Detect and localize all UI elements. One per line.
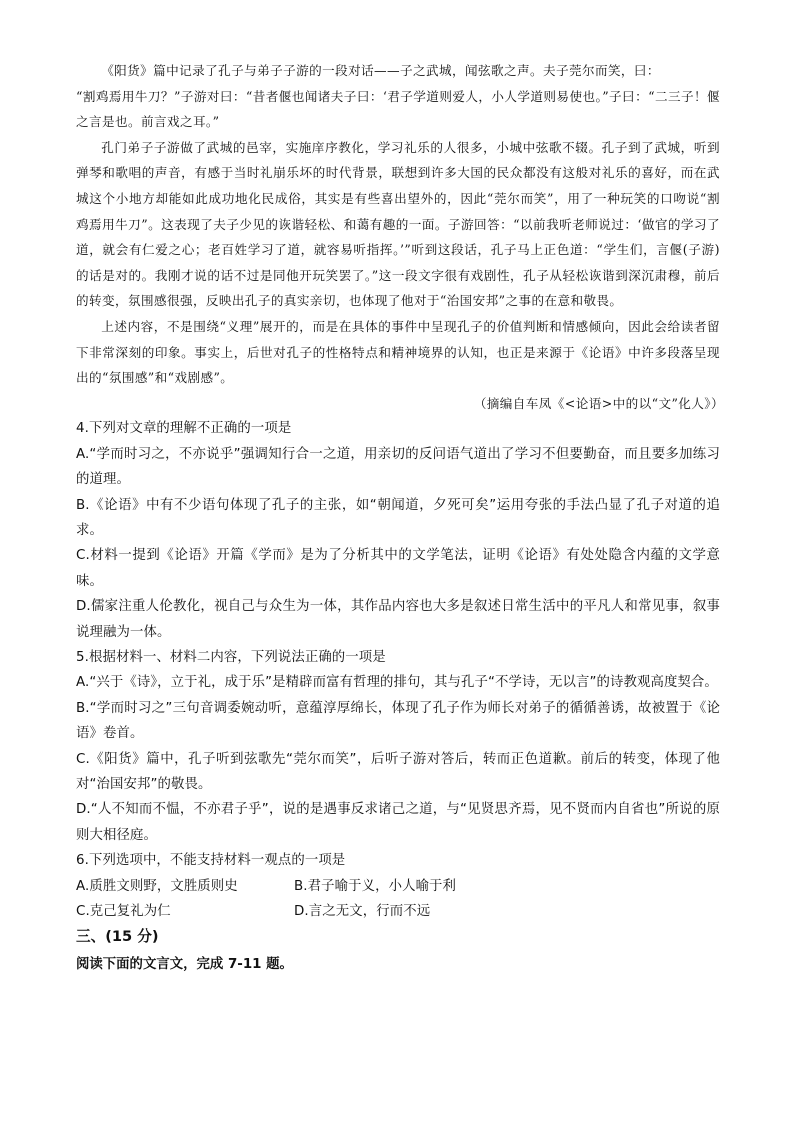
option-b: B.《论语》中有不少语句体现了孔子的主张，如“朝闻道，夕死可矣”运用夸张的手法凸显了孔子对道的追求。 [76,497,720,538]
option-c: C.克己复礼为仁 [76,904,171,920]
option-b: B.君子喻于义，小人喻于利 [294,878,457,894]
option-a: A.“兴于《诗》，立于礼，成于乐”是精辟而富有哲理的排句，其与孔子“不学诗，无以言”的诗教观高度契合。 [76,675,718,691]
option-d: D.“人不知而不愠，不亦君子乎”，说的是遇事反求诸己之道，与“见贤思齐焉，见不贤而内自省也”所说的原则大相径庭。 [76,802,720,843]
passage-paragraph-1-continued: “割鸡焉用牛刀？”子游对曰：“昔者偃也闻诸夫子曰：‘君子学道则爱人，小人学道则易使也。”子曰：“二三子！偃之言是也。前言戏之耳。” [76,88,720,130]
option-b: B.“学而时习之”三句音调委婉动听，意蕴淳厚绵长，体现了孔子作为师长对弟子的循循善诱，故被置于《论语》卷首。 [76,700,720,742]
option-c: C.材料一提到《论语》开篇《学而》是为了分析其中的文学笔法，证明《论语》有处处隐含内蕴的文学意味。 [76,548,720,589]
passage-source: （摘编自车凤《<论语>中的以“文”化人》） [473,395,724,411]
option-d: D.儒家注重人伦教化，视自己与众生为一体，其作品内容也大多是叙述日常生活中的平凡人和常见事，叙事说理融为一体。 [76,599,720,640]
question-list [76,416,720,924]
question-6 [76,848,720,924]
option-row [76,899,720,924]
passage-paragraph-3: 上述内容，不是围绕“义理”展开的，而是在具体的事件中呈现孔子的价值判断和情感倾向，因此会给读者留下非常深刻的印象。事实上，后世对孔子的性格特点和精神境界的认知，也正是来源于《论语》中许多段落呈现出的“氛围感”和“戏剧感”。 [76,318,720,386]
option-a: A.“学而时习之，不亦说乎”强调知行合一之道，用亲切的反问语气道出了学习不但要勤奋，而且要多加练习的道理。 [76,446,720,488]
option-d: D.言之无文，行而不远 [294,904,431,920]
question-stem: 6.下列选项中，不能支持材料一观点的一项是 [76,853,346,869]
option-a: A.质胜文则野，文胜质则史 [76,878,238,894]
passage-paragraph-1: 《阳货》篇中记录了孔子与弟子子游的一段对话——子之武城，闻弦歌之声。夫子莞尔而笑，曰： [101,63,660,78]
question-stem: 5.根据材料一、材料二内容，下列说法正确的一项是 [76,649,386,665]
passage-paragraph-2: 孔门弟子子游做了武城的邑宰，实施庠序教化，学习礼乐的人很多，小城中弦歌不辍。孔子到了武城，听到弹琴和歌唱的声音，有感于当时礼崩乐坏的时代背景，联想到许多大国的民众都没有这般对礼乐的喜好，而在武城这个小地方却能如此成功地化民成俗，其实是有些喜出望外的，因此“莞尔而笑”，用了一种玩笑的口吻说“割鸡焉用牛刀”。这表现了夫子少见的诙谐轻松、和蔼有趣的一面。子游回答：“以前我听老师说过：‘做官的学习了道，就会有仁爱之心；老百姓学习了道，就容易听指挥。’”听到这段话，孔子马上正色道：“学生们，言偃(子游)的话是对的。我刚才说的话不过是同他开玩笑罢了。”这一段文字很有戏剧性，孔子从轻松诙谐到深沉肃穆，前后的转变，氛围感很强，反映出孔子的真实亲切，也体现了他对于“治国安邦”之事的在意和敬畏。 [76,139,720,309]
question-stem: 4.下列对文章的理解不正确的一项是 [76,421,292,437]
question-5 [76,645,720,848]
question-4 [76,416,720,645]
option-c: C.《阳货》篇中，孔子听到弦歌先“莞尔而笑”，后听子游对答后，转而正色道歉。前后的转变，体现了他对“治国安邦”的敬畏。 [76,751,720,792]
section-instruction: 阅读下面的文言文，完成 7-11 题。 [76,957,293,973]
reading-passage [76,58,724,416]
option-row [76,874,720,899]
section-heading: 三、(15 分) [76,928,159,946]
